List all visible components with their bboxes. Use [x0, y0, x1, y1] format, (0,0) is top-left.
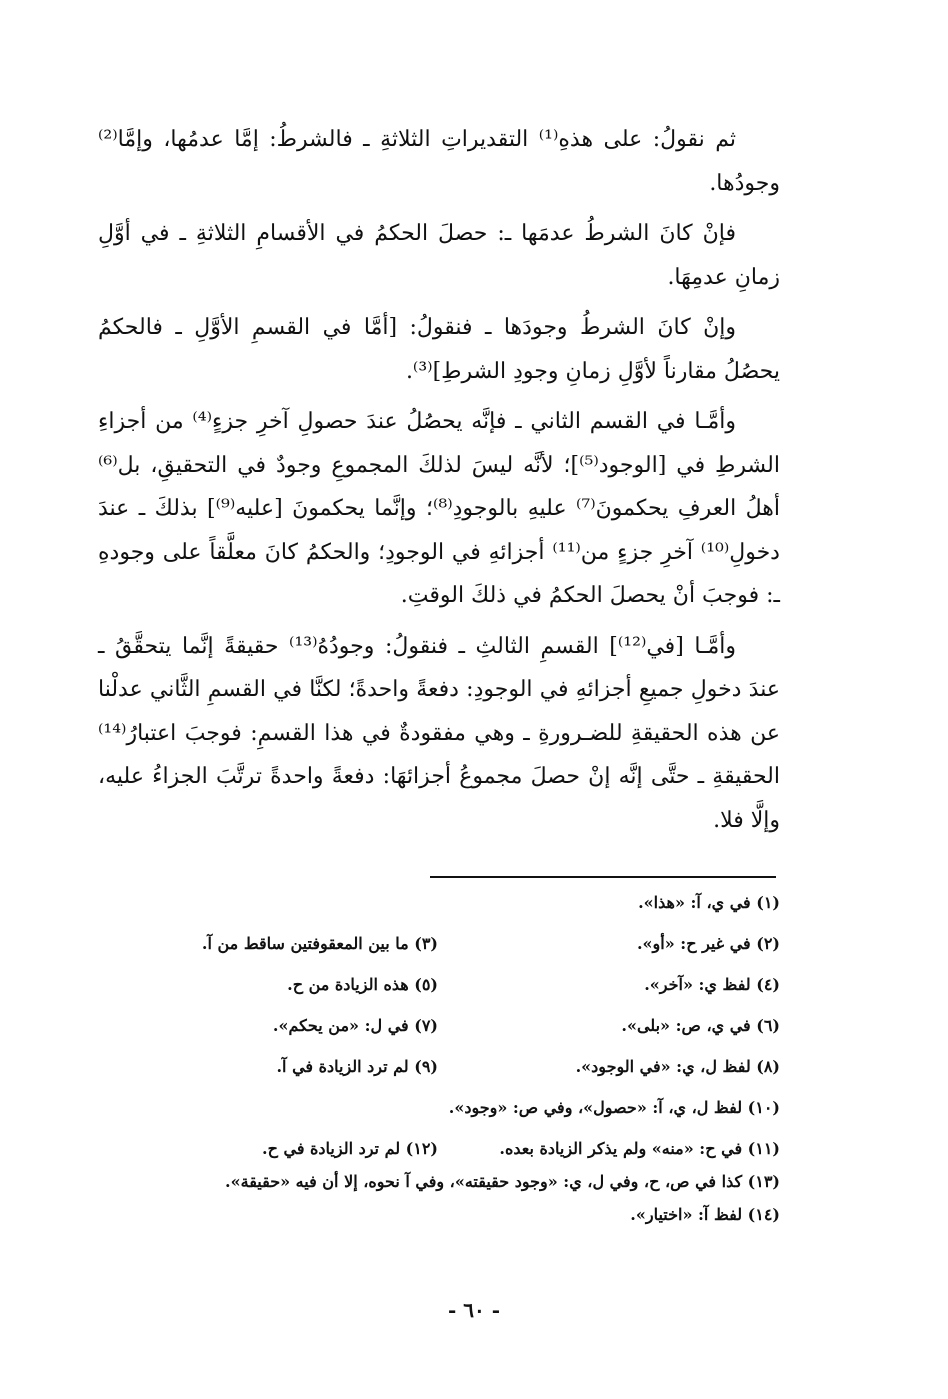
paragraph-1: ثم نقولُ: على هذهِ⁽¹⁾ التقديراتِ الثلاثةِ ـ فالشرطُ: إمَّا عدمُها، وإمَّا⁽²⁾ وجودُها.	[98, 127, 780, 196]
footnote-row	[96, 1204, 780, 1224]
footnote-11: (١١) في ح: «منه» ولم يذكر الزيادة بعده.	[499, 1139, 780, 1158]
footnote-10: (١٠) لفظ ل، ي، آ: «حصول»، وفي ص: «وجود».	[448, 1098, 780, 1117]
footnote-3: (٣) ما بين المعقوفتين ساقط من آ.	[201, 934, 438, 953]
paragraph-4: وأمَّـا في القسم الثاني ـ فإنَّه يحصُلُ عندَ حصولِ آخرِ جزءٍ⁽⁴⁾ من أجزاءِ الشرطِ في [الوجود⁽⁵⁾]؛ لأنَّه ليسَ لذلكَ المجموعِ وجودٌ في التحقيقِ، بل⁽⁶⁾ أهلُ العرفِ يحكمونَ⁽⁷⁾ عليهِ بالوجودِ⁽⁸⁾؛ وإنَّما يحكمونَ [عليه⁽⁹⁾] بذلكَ ـ عندَ دخولِ⁽¹⁰⁾ آخرِ جزءٍ من⁽¹¹⁾ أجزائهِ في الوجودِ؛ والحكمُ كانَ معلَّقاً على وجودهِ ـ: فوجبَ أنْ يحصلَ الحكمُ في ذلكَ الوقتِ.	[98, 409, 781, 608]
paragraph-5: وأمَّـا [في⁽¹²⁾] القسمِ الثالثِ ـ فنقولُ: وجودُهُ⁽¹³⁾ حقيقةً إنَّما يتحقَّقُ ـ عندَ دخولِ جميعِ أجزائهِ في الوجودِ: دفعةً واحدةً؛ لكنَّا في القسمِ الثَّاني عدلْنا عن هذه الحقيقةِ للضـرورةِ ـ وهي مفقودةٌ في هذا القسمِ: فوجبَ اعتبارُ⁽¹⁴⁾ الحقيقةِ ـ حتَّى إنَّه إنْ حصلَ مجموعُ أجزائهَا: دفعةً واحدةً ترتَّبَ الجزاءُ عليه، وإلَّا فلا.	[98, 633, 780, 833]
footnote-row	[96, 1097, 780, 1117]
footnote-13: (١٣) كذا في ص، ح، وفي ل، ي: «وجود حقيقته»، وفي آ نحوه، إلا أن فيه «حقيقة».	[225, 1172, 780, 1191]
paragraph-3: وإنْ كانَ الشرطُ وجودَها ـ فنقولُ: [أمَّا في القسمِ الأوَّلِ ـ فالحكمُ يحصُلُ مقارناً لأوَّلِ زمانِ وجودِ الشرطِ]⁽³⁾.	[98, 315, 780, 384]
footnote-1: (١) في ي، آ: «هذا».	[638, 893, 780, 912]
footnote-6: (٦) في ي، ص: «بلى».	[621, 1016, 780, 1035]
footnote-row	[96, 1171, 780, 1191]
footnote-row	[96, 974, 780, 994]
footnote-row	[96, 1056, 780, 1076]
page-number: - ٦٠ -	[447, 1298, 500, 1322]
footnote-2: (٢) في غير ح: «أو».	[636, 934, 780, 953]
footnote-row	[96, 933, 780, 953]
footnote-row	[96, 892, 780, 912]
footnote-row	[96, 1138, 780, 1158]
footnote-4: (٤) لفظ ي: «آخر».	[644, 975, 780, 994]
footnote-5: (٥) هذه الزيادة من ح.	[287, 975, 438, 994]
paragraph-2: فإنْ كانَ الشرطُ عدمَها ـ: حصلَ الحكمُ في الأقسامِ الثلاثةِ ـ في أوَّلِ زمانِ عدمِهَا.	[98, 221, 780, 290]
footnote-row	[96, 1015, 780, 1035]
footnotes	[96, 892, 780, 1245]
footnote-separator	[430, 876, 776, 878]
footnote-7: (٧) في ل: «من يحكم».	[272, 1016, 438, 1035]
footnote-12: (١٢) لم ترد الزيادة في ح.	[262, 1139, 438, 1158]
main-text	[98, 118, 780, 849]
footnote-9: (٩) لم ترد الزيادة في آ.	[276, 1057, 438, 1076]
footnote-14: (١٤) لفظ آ: «اختيار».	[630, 1205, 780, 1224]
footnote-8: (٨) لفظ ل، ي: «في الوجود».	[575, 1057, 780, 1076]
